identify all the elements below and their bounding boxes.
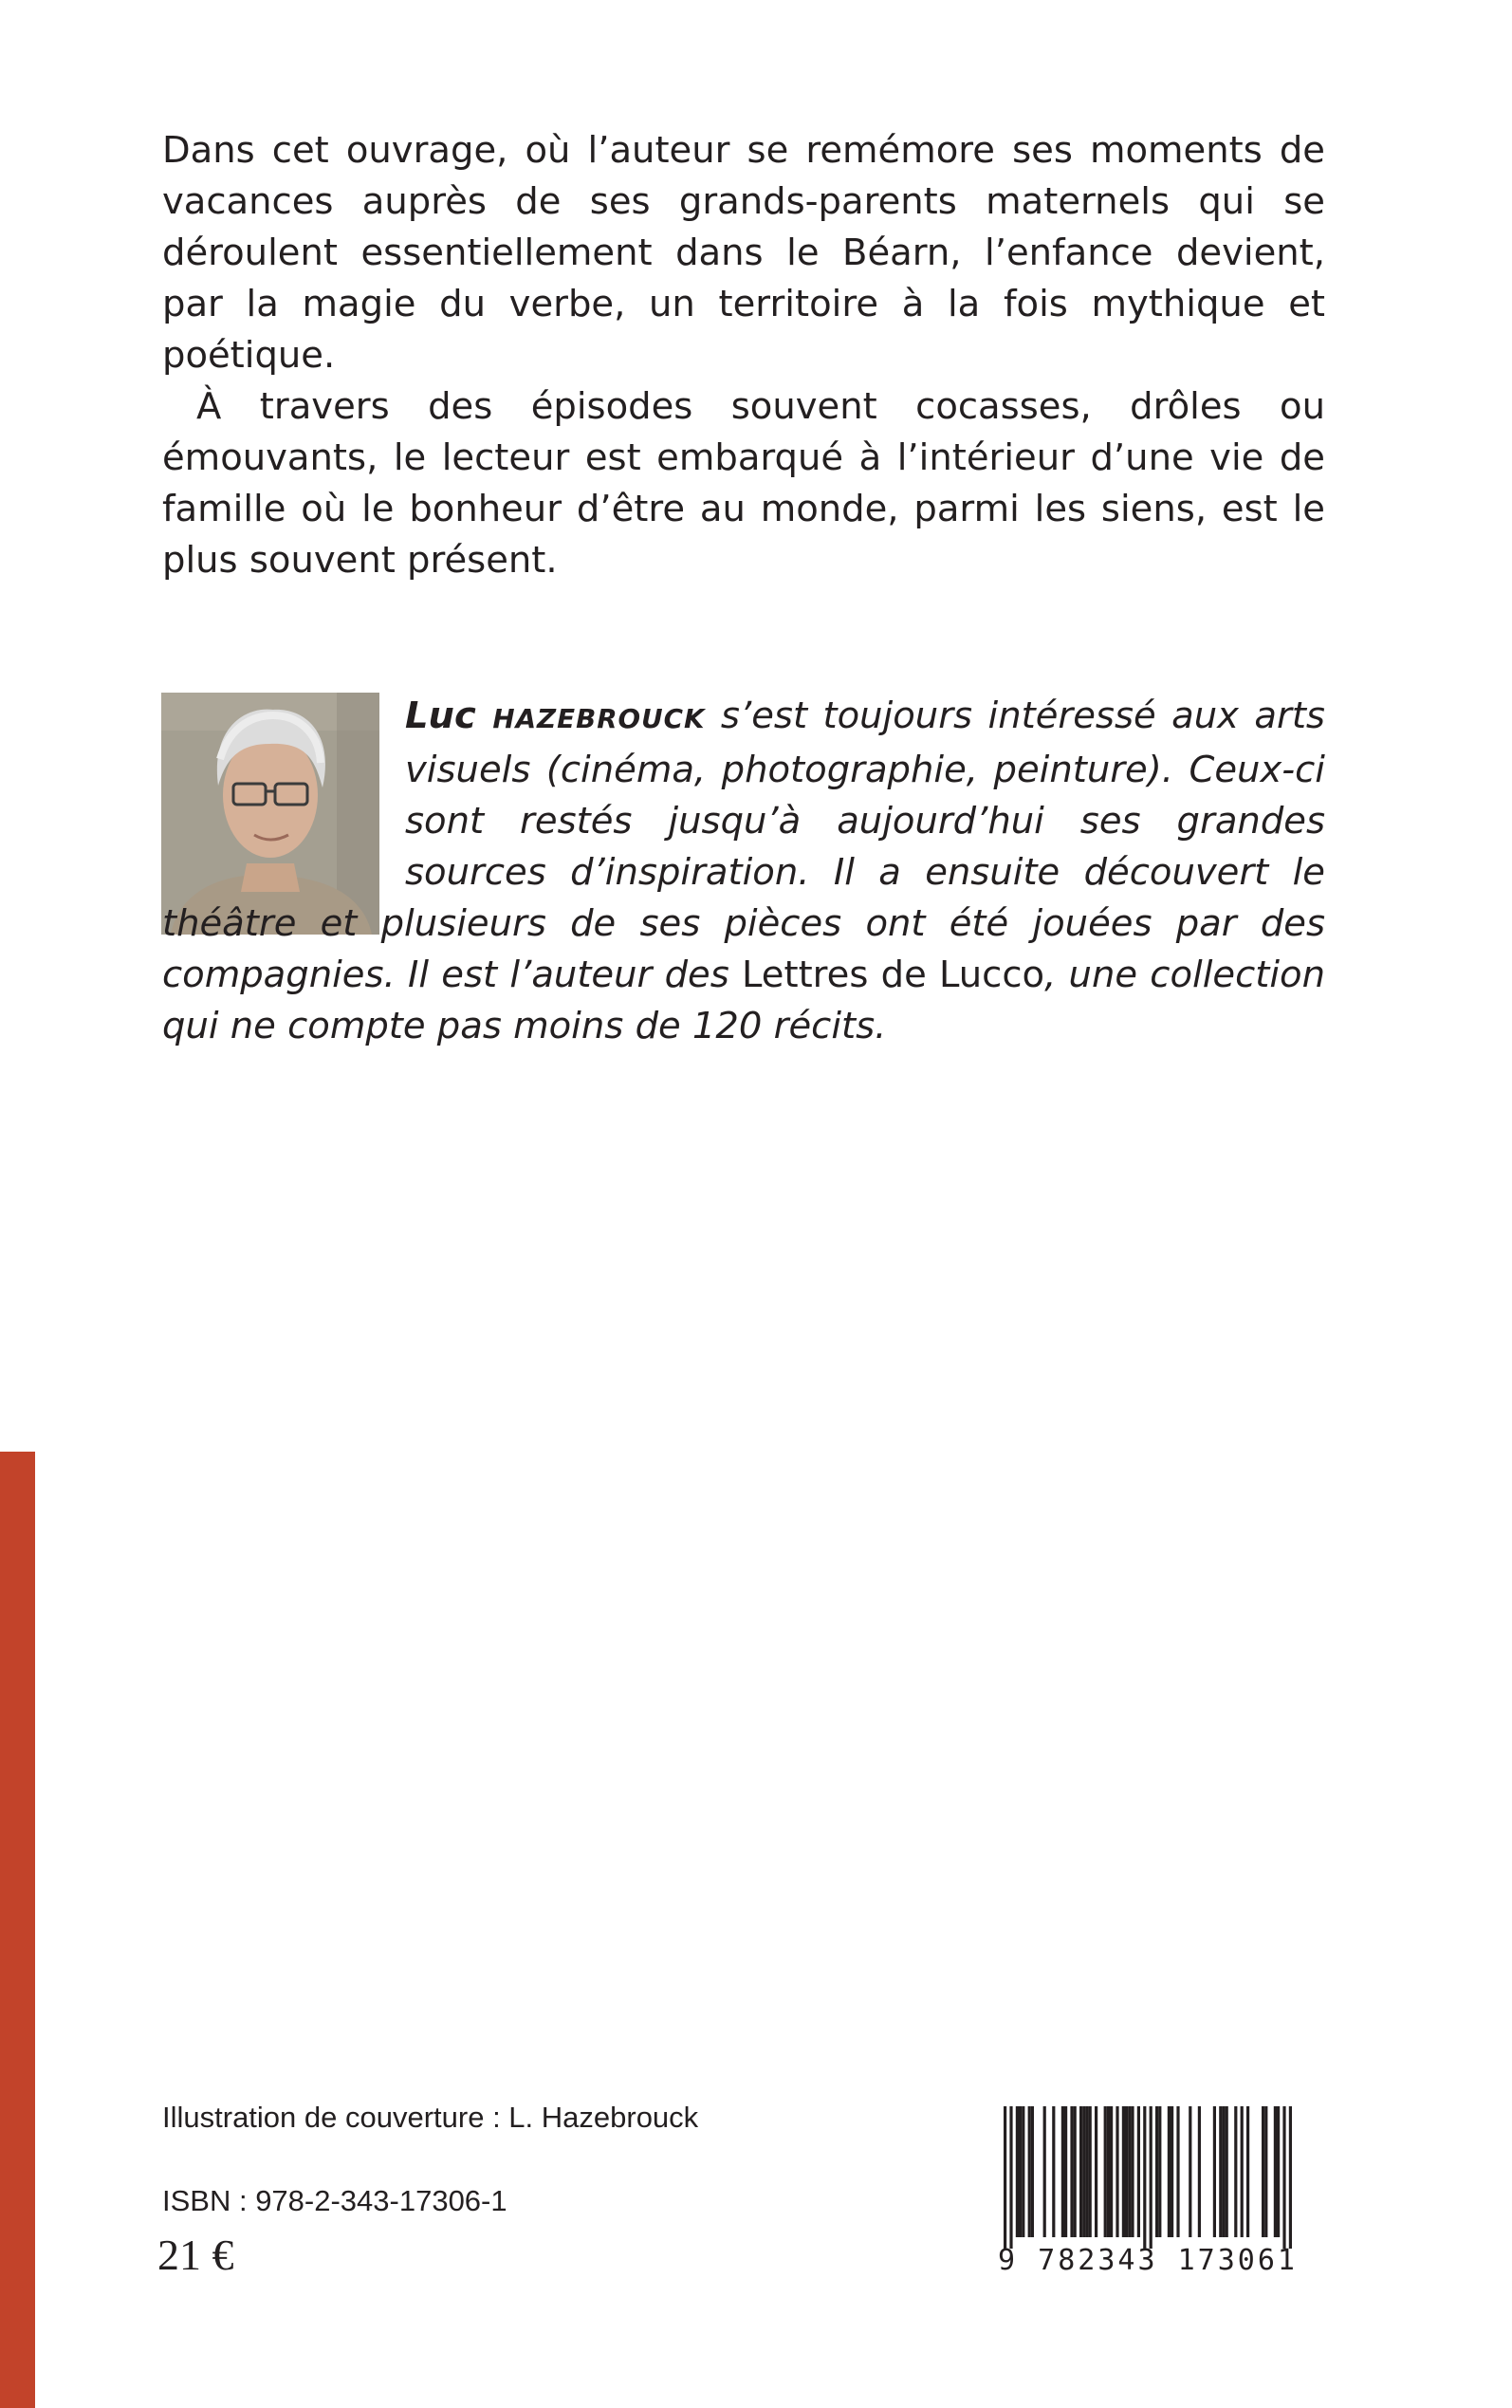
barcode-bar bbox=[1031, 2106, 1034, 2237]
barcode-bar bbox=[1264, 2106, 1267, 2237]
barcode-bar bbox=[1226, 2106, 1228, 2237]
bio-text-part-1: s’est toujours intéressé aux arts visuels (cinéma, photographie, peinture). Ceux-ci sont restés jusqu’à aujourd’hui ses grandes sources d’inspiration. Il a ensuite découvert le théâtre et plusieurs de ses pièces ont été jouées par des compagnies. Il est l’auteur des bbox=[162, 695, 1325, 996]
barcode-bar bbox=[1079, 2106, 1082, 2237]
barcode-bar bbox=[1089, 2106, 1092, 2237]
author-bio bbox=[162, 691, 1325, 1052]
barcode-bar bbox=[1004, 2106, 1006, 2249]
barcode-bar bbox=[1234, 2106, 1237, 2237]
blurb-paragraph-2: À travers des épisodes souvent cocasses, drôles ou émouvants, le lecteur est embarqué à l’intérieur d’une vie de famille où le bonheur d’être au monde, parmi les siens, est le plus souvent présent. bbox=[162, 385, 1325, 582]
barcode-digits: 9 782343 173061 bbox=[998, 2244, 1298, 2275]
barcode-bar bbox=[1155, 2106, 1158, 2237]
barcode-bar bbox=[1289, 2106, 1292, 2249]
barcode-bar bbox=[1274, 2106, 1277, 2237]
barcode-bar bbox=[1262, 2106, 1264, 2237]
barcode-bar bbox=[1219, 2106, 1222, 2237]
barcode-bar bbox=[1189, 2106, 1191, 2237]
barcode-bar bbox=[1128, 2106, 1131, 2237]
barcode-bar bbox=[1116, 2106, 1118, 2237]
bio-text-part-2: , une collection qui ne compte pas moins de 120 récits. bbox=[162, 954, 1326, 1047]
barcode-bar bbox=[1158, 2106, 1161, 2237]
author-name bbox=[405, 695, 705, 737]
barcode-bar bbox=[1052, 2106, 1055, 2237]
barcode-bar bbox=[1125, 2106, 1128, 2237]
barcode bbox=[977, 2106, 1318, 2275]
barcode-bar bbox=[1070, 2106, 1073, 2237]
barcode-bar bbox=[1241, 2106, 1244, 2237]
photo-spacer bbox=[162, 691, 405, 890]
author-first-name: Luc bbox=[405, 695, 476, 737]
barcode-bar bbox=[1137, 2106, 1140, 2237]
barcode-bar bbox=[1176, 2106, 1179, 2237]
blurb-paragraph-1: Dans cet ouvrage, où l’auteur se remémore ses moments de vacances auprès de ses grands-parents maternels qui se déroulent essentiellement dans le Béarn, l’enfance devient, par la magie du verbe, un territoire à la fois mythique et poétique. bbox=[162, 129, 1325, 377]
barcode-bar bbox=[1282, 2106, 1285, 2249]
barcode-bar bbox=[1064, 2106, 1067, 2237]
barcode-bar bbox=[1043, 2106, 1046, 2237]
barcode-bar bbox=[1168, 2106, 1171, 2237]
barcode-bar bbox=[1246, 2106, 1249, 2237]
barcode-bar bbox=[1085, 2106, 1088, 2237]
barcode-bar bbox=[1213, 2106, 1216, 2237]
barcode-bar bbox=[1016, 2106, 1019, 2237]
barcode-bar bbox=[1022, 2106, 1024, 2237]
cover-credit: Illustration de couverture : L. Hazebrouck bbox=[162, 2101, 699, 2134]
barcode-bar bbox=[1009, 2106, 1012, 2249]
barcode-bar bbox=[1277, 2106, 1280, 2237]
barcode-bar bbox=[1198, 2106, 1201, 2237]
barcode-bar bbox=[1131, 2106, 1134, 2237]
barcode-bar bbox=[1171, 2106, 1173, 2237]
barcode-bar bbox=[1061, 2106, 1064, 2237]
barcode-bar bbox=[1082, 2106, 1085, 2237]
barcode-bar bbox=[1122, 2106, 1125, 2237]
barcode-bar bbox=[1074, 2106, 1077, 2237]
barcode-bar bbox=[1095, 2106, 1097, 2237]
barcode-bar bbox=[1107, 2106, 1110, 2237]
barcode-bar bbox=[1019, 2106, 1022, 2237]
barcode-bar bbox=[1104, 2106, 1107, 2237]
book-series-title: Lettres de Lucco bbox=[742, 954, 1045, 996]
barcode-bar bbox=[1110, 2106, 1113, 2237]
author-last-name: HAZEBROUCK bbox=[492, 703, 706, 734]
barcode-bars bbox=[1004, 2106, 1292, 2249]
price: 21 € bbox=[157, 2231, 234, 2279]
blurb bbox=[162, 125, 1325, 586]
barcode-bar bbox=[1222, 2106, 1225, 2237]
barcode-bar bbox=[1143, 2106, 1146, 2249]
barcode-bar bbox=[1150, 2106, 1152, 2249]
barcode-bar bbox=[1028, 2106, 1031, 2237]
accent-bar bbox=[0, 1452, 35, 2408]
isbn: ISBN : 978-2-343-17306-1 bbox=[162, 2184, 507, 2217]
